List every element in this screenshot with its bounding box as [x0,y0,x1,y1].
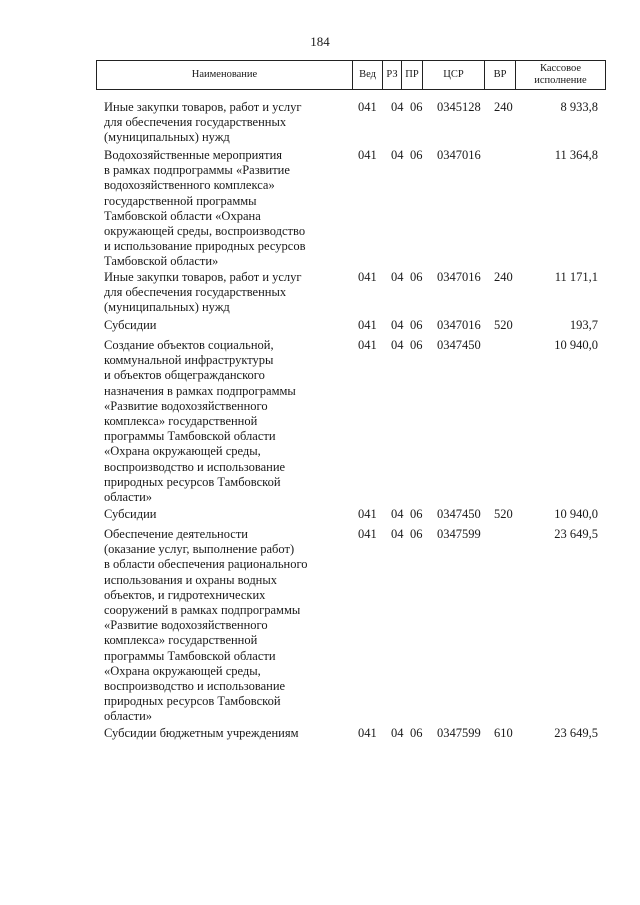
row-name: Иные закупки товаров, работ и услуг для обеспечения государственных (муниципальных) нужд [104,270,302,315]
row-name: Обеспечение деятельности (оказание услуг, выполнение работ) в области обеспечения рационального использования и охраны водных объектов, и гидротехнических сооружений в рамках подпрограммы «Развитие водохозяйственного комплекса» государственной программы Тамбовской области «Охрана окружающей среды, воспроизводство и использование природных ресурсов Тамбовской области» [104,527,308,724]
row-vr: 520 [494,318,513,332]
row-pr: 06 [410,527,423,541]
row-sum: 8 933,8 [560,100,598,114]
row-name: Создание объектов социальной, коммунальной инфраструктуры и объектов общегражданского назначения в рамках подпрограммы «Развитие водохозяйственного комплекса» государственной программы Тамбовской области «Охрана окружающей среды, воспроизводство и использование природных ресурсов Тамбовской области» [104,338,296,505]
row-vr: 240 [494,270,513,284]
row-csr: 0345128 [437,100,481,114]
row-name: Водохозяйственные мероприятия в рамках подпрограммы «Развитие водохозяйственного комплекса» государственной программы Тамбовской области «Охрана окружающей среды, воспроизводство и использование природных ресурсов Тамбовской области» [104,148,306,269]
row-pr: 06 [410,318,423,332]
header-sum: Кассовое исполнение [534,63,587,86]
row-name: Субсидии [104,507,157,521]
row-sum: 23 649,5 [554,726,598,740]
row-vr: 240 [494,100,513,114]
page-number: 184 [310,34,330,49]
row-pr: 06 [410,100,423,114]
row-sum: 10 940,0 [554,507,598,521]
header-csr: ЦСР [443,69,464,80]
row-rz: 04 [391,100,404,114]
row-sum: 10 940,0 [554,338,598,352]
row-pr: 06 [410,148,423,162]
header-pr: ПР [405,69,419,80]
row-sum: 11 364,8 [554,148,598,162]
row-ved: 041 [358,338,377,352]
row-name: Субсидии [104,318,157,332]
row-ved: 041 [358,318,377,332]
header-rz: РЗ [386,69,398,80]
header-ved: Вед [359,69,376,80]
row-csr: 0347599 [437,527,481,541]
row-csr: 0347016 [437,270,481,284]
row-csr: 0347450 [437,507,481,521]
row-sum: 11 171,1 [554,270,598,284]
header-name: Наименование [191,69,258,80]
row-pr: 06 [410,270,423,284]
row-ved: 041 [358,100,377,114]
row-csr: 0347016 [437,148,481,162]
row-sum: 23 649,5 [554,527,598,541]
row-csr: 0347016 [437,318,481,332]
row-rz: 04 [391,148,404,162]
row-ved: 041 [358,507,377,521]
row-pr: 06 [410,726,423,740]
row-ved: 041 [358,726,377,740]
row-sum: 193,7 [569,318,598,332]
row-ved: 041 [358,270,377,284]
row-pr: 06 [410,507,423,521]
row-rz: 04 [391,726,404,740]
row-csr: 0347599 [437,726,481,740]
row-name: Субсидии бюджетным учреждениям [104,726,299,740]
row-ved: 041 [358,148,377,162]
row-rz: 04 [391,527,404,541]
row-ved: 041 [358,527,377,541]
header-vr: ВР [493,69,507,80]
row-vr: 520 [494,507,513,521]
row-csr: 0347450 [437,338,481,352]
table-header [96,60,606,90]
row-rz: 04 [391,507,404,521]
row-rz: 04 [391,318,404,332]
row-vr: 610 [494,726,513,740]
row-pr: 06 [410,338,423,352]
row-name: Иные закупки товаров, работ и услуг для обеспечения государственных (муниципальных) нужд [104,100,302,145]
row-rz: 04 [391,338,404,352]
row-rz: 04 [391,270,404,284]
